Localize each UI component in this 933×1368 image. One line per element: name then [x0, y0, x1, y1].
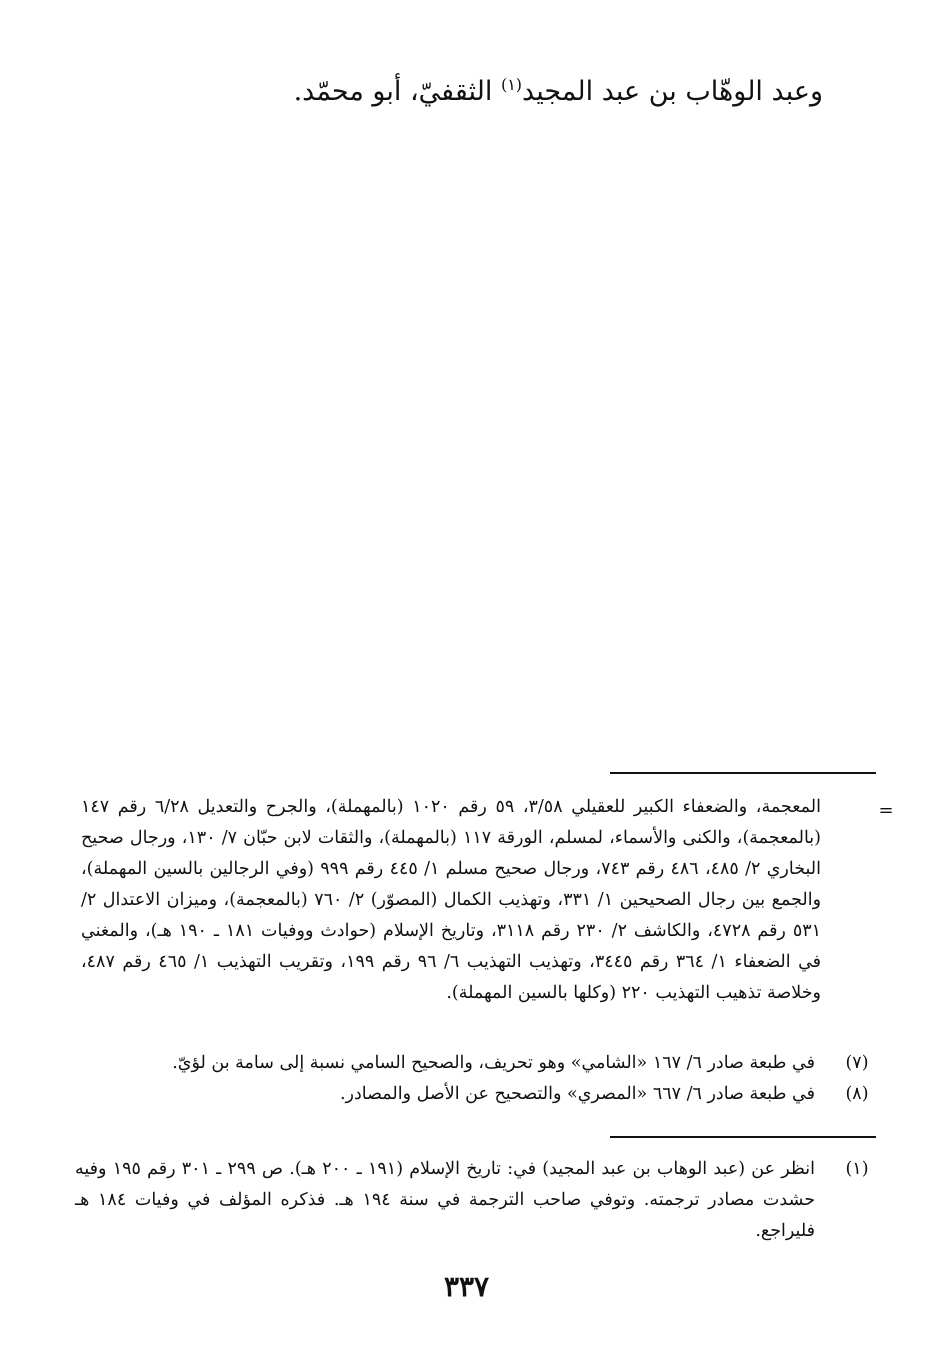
footnote-number: (١) — [845, 1159, 869, 1179]
footnote-text: في طبعة صادر ٦/ ١٦٧ «الشامي» وهو تحريف، والصحيح السامي نسبة إلى سامة بن لؤيّ. — [172, 1053, 815, 1073]
footnote-text: في طبعة صادر ٦/ ٦٦٧ «المصري» والتصحيح عن الأصل والمصادر. — [339, 1084, 815, 1104]
footnote-number: (٨) — [845, 1084, 869, 1104]
footnote-separator-top — [610, 772, 876, 774]
main-text-after: الثقفيّ، أبو محمّد. — [293, 76, 501, 107]
main-text-before: وعبد الوهّاب بن عبد المجيد — [522, 76, 823, 107]
footnote-continuation: المعجمة، والضعفاء الكبير للعقيلي ٣/٥٨، ٥٩ رقم ١٠٢٠ (بالمهملة)، والجرح والتعديل ٦/٢٨ رقم ١٤٧ (بالمعجمة)، والكنى والأسماء، لمسلم، الورقة ١١٧ (بالمهملة)، والثقات لابن حبّان ٧/ ١٣٠، ورجال صحيح البخاري ٢/ ٤٨٥، ٤٨٦ رقم ٧٤٣، ورجال صحيح مسلم ١/ ٤٤٥ رقم ٩٩٩ (وفي الرجالين بالسين المهملة)، والجمع بين رجال الصحيحين ١/ ٣٣١، وتهذيب الكمال (المصوّر) ٢/ ٧٦٠ (بالمعجمة)، وميزان الاعتدال ٢/ ٥٣١ رقم ٤٧٢٨، والكاشف ٢/ ٢٣٠ رقم ٣١١٨، وتاريخ الإسلام (حوادث ووفيات ١٨١ ـ ١٩٠ هـ)، والمغني في الضعفاء ١/ ٣٦٤ رقم ٣٤٤٥، وتهذيب التهذيب ٦/ ٩٦ رقم ١٩٩، وتقريب التهذيب ١/ ٤٦٥ رقم ٤٨٧، وخلاصة تذهيب التهذيب ٢٢٠ (وكلها بالسين المهملة). — [81, 797, 822, 1003]
footnote-number: (٧) — [845, 1053, 869, 1073]
page-number: ٣٣٧ — [443, 1270, 490, 1303]
continuation-marker: = — [878, 800, 894, 821]
footnote-ref-1: (١) — [500, 75, 523, 94]
footnote-text: انظر عن (عبد الوهاب بن عبد المجيد) في: تاريخ الإسلام (١٩١ ـ ٢٠٠ هـ). ص ٢٩٩ ـ ٣٠١ رقم ١٩٥ وفيه حشدت مصادر ترجمته. وتوفي صاحب الترجمة في سنة ١٩٤ هـ. فذكره المؤلف في وفيات ١٨٤ هـ فليراجع. — [75, 1159, 816, 1241]
footnote-separator-bottom — [610, 1136, 876, 1138]
main-text-line — [123, 72, 823, 112]
